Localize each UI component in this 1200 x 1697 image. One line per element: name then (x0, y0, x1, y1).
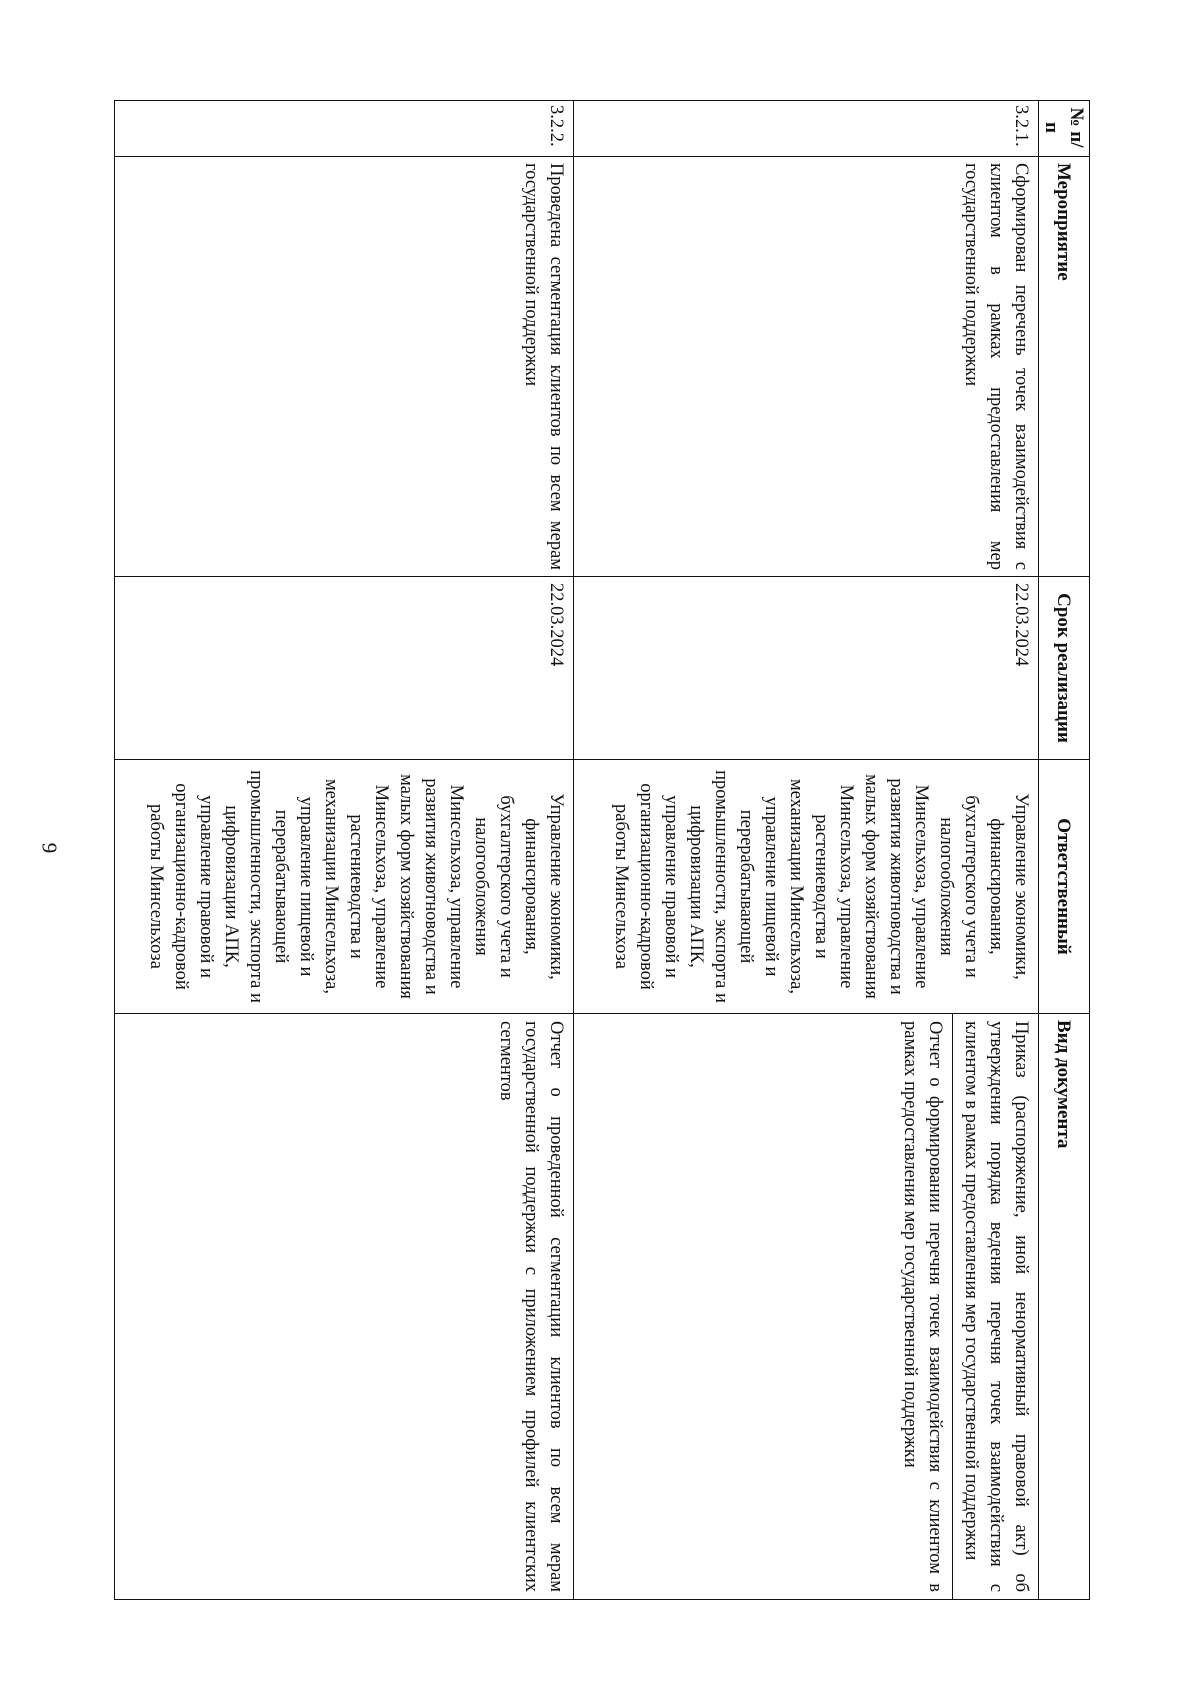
responsible-line: финансирования, (986, 818, 1006, 955)
responsible-line: развития животноводства и (886, 778, 906, 995)
document-entry: Приказ (распоряжение, иной ненормативный правовой акт) об утверждении порядка ведения перечня точек взаимодействия с клиентом в рамках предоставления мер государственной поддержки (961, 1021, 1031, 1592)
responsible-line: налогообложения (936, 817, 956, 956)
responsible-line: финансирования, (521, 818, 541, 955)
responsible-line: управление пищевой и (296, 796, 316, 977)
responsible-line: управление правовой и (661, 795, 681, 978)
responsible-line: развития животноводства и (421, 778, 441, 995)
header-responsible: Ответственный (1039, 760, 1090, 1014)
responsible-line: растениеводства и (811, 814, 831, 959)
row-deadline: 22.03.2024 (115, 577, 574, 760)
header-document: Вид документа (1039, 1014, 1090, 1600)
row-number: 3.2.1. (574, 101, 1039, 157)
row-document (574, 1014, 1039, 1600)
responsible-line: Минсельхоза, управление (446, 784, 466, 989)
document-sheet (110, 100, 1090, 1600)
responsible-line: бухгалтерского учета и (496, 795, 516, 978)
responsible-line: перерабатывающей (736, 809, 756, 964)
responsible-line: организационно-кадровой (636, 783, 656, 990)
responsible-line: механизации Минсельхоза, (321, 778, 341, 995)
row-deadline: 22.03.2024 (574, 577, 1039, 760)
row-event: Сформирован перечень точек взаимодействия с клиентом в рамках предоставления мер государственной поддержки (574, 157, 1039, 577)
row-event: Проведена сегментация клиентов по всем мерам государственной поддержки (115, 157, 574, 577)
row-responsible (574, 760, 1039, 1014)
responsible-line: налогообложения (471, 817, 491, 956)
header-num: № п/п (1039, 101, 1090, 157)
header-event: Мероприятие (1039, 157, 1090, 577)
header-deadline: Срок реализации (1039, 577, 1090, 760)
responsible-line: растениеводства и (346, 814, 366, 959)
row-document (115, 1014, 574, 1600)
page-number: 9 (37, 842, 62, 854)
activities-table (114, 100, 1090, 1600)
responsible-line: промышленности, экспорта и (711, 770, 731, 1003)
table-header-row (1039, 101, 1090, 1600)
responsible-line: Управление экономики, (1011, 793, 1031, 980)
responsible-line: управление правовой и (196, 795, 216, 978)
responsible-line: цифровизации АПК, (686, 805, 706, 968)
responsible-line: работы Минсельхоза (146, 804, 166, 969)
responsible-line: управление пищевой и (761, 796, 781, 977)
responsible-line: механизации Минсельхоза, (786, 778, 806, 995)
responsible-line: Минсельхоза, управление (371, 784, 391, 989)
responsible-line: Управление экономики, (546, 793, 566, 980)
responsible-line: организационно-кадровой (171, 783, 191, 990)
responsible-line: промышленности, экспорта и (246, 770, 266, 1003)
responsible-line: Минсельхоза, управление (836, 784, 856, 989)
responsible-line: малых форм хозяйствования (861, 774, 881, 999)
responsible-line: Минсельхоза, управление (911, 784, 931, 989)
responsible-line: малых форм хозяйствования (396, 774, 416, 999)
responsible-line: перерабатывающей (271, 809, 291, 964)
document-entry: Отчет о формировании перечня точек взаимодействия с клиентом в рамках предоставления мер государственной поддержки (892, 1014, 953, 1599)
row-responsible (115, 760, 574, 1014)
responsible-line: бухгалтерского учета и (961, 795, 981, 978)
document-entry: Отчет о проведенной сегментации клиентов по всем мерам государственной поддержки с приложением профилей клиентских сегментов (496, 1021, 566, 1592)
table-row (574, 101, 1039, 1600)
row-number: 3.2.2. (115, 101, 574, 157)
responsible-line: цифровизации АПК, (221, 805, 241, 968)
responsible-line: работы Минсельхоза (611, 804, 631, 969)
table-row (115, 101, 574, 1600)
